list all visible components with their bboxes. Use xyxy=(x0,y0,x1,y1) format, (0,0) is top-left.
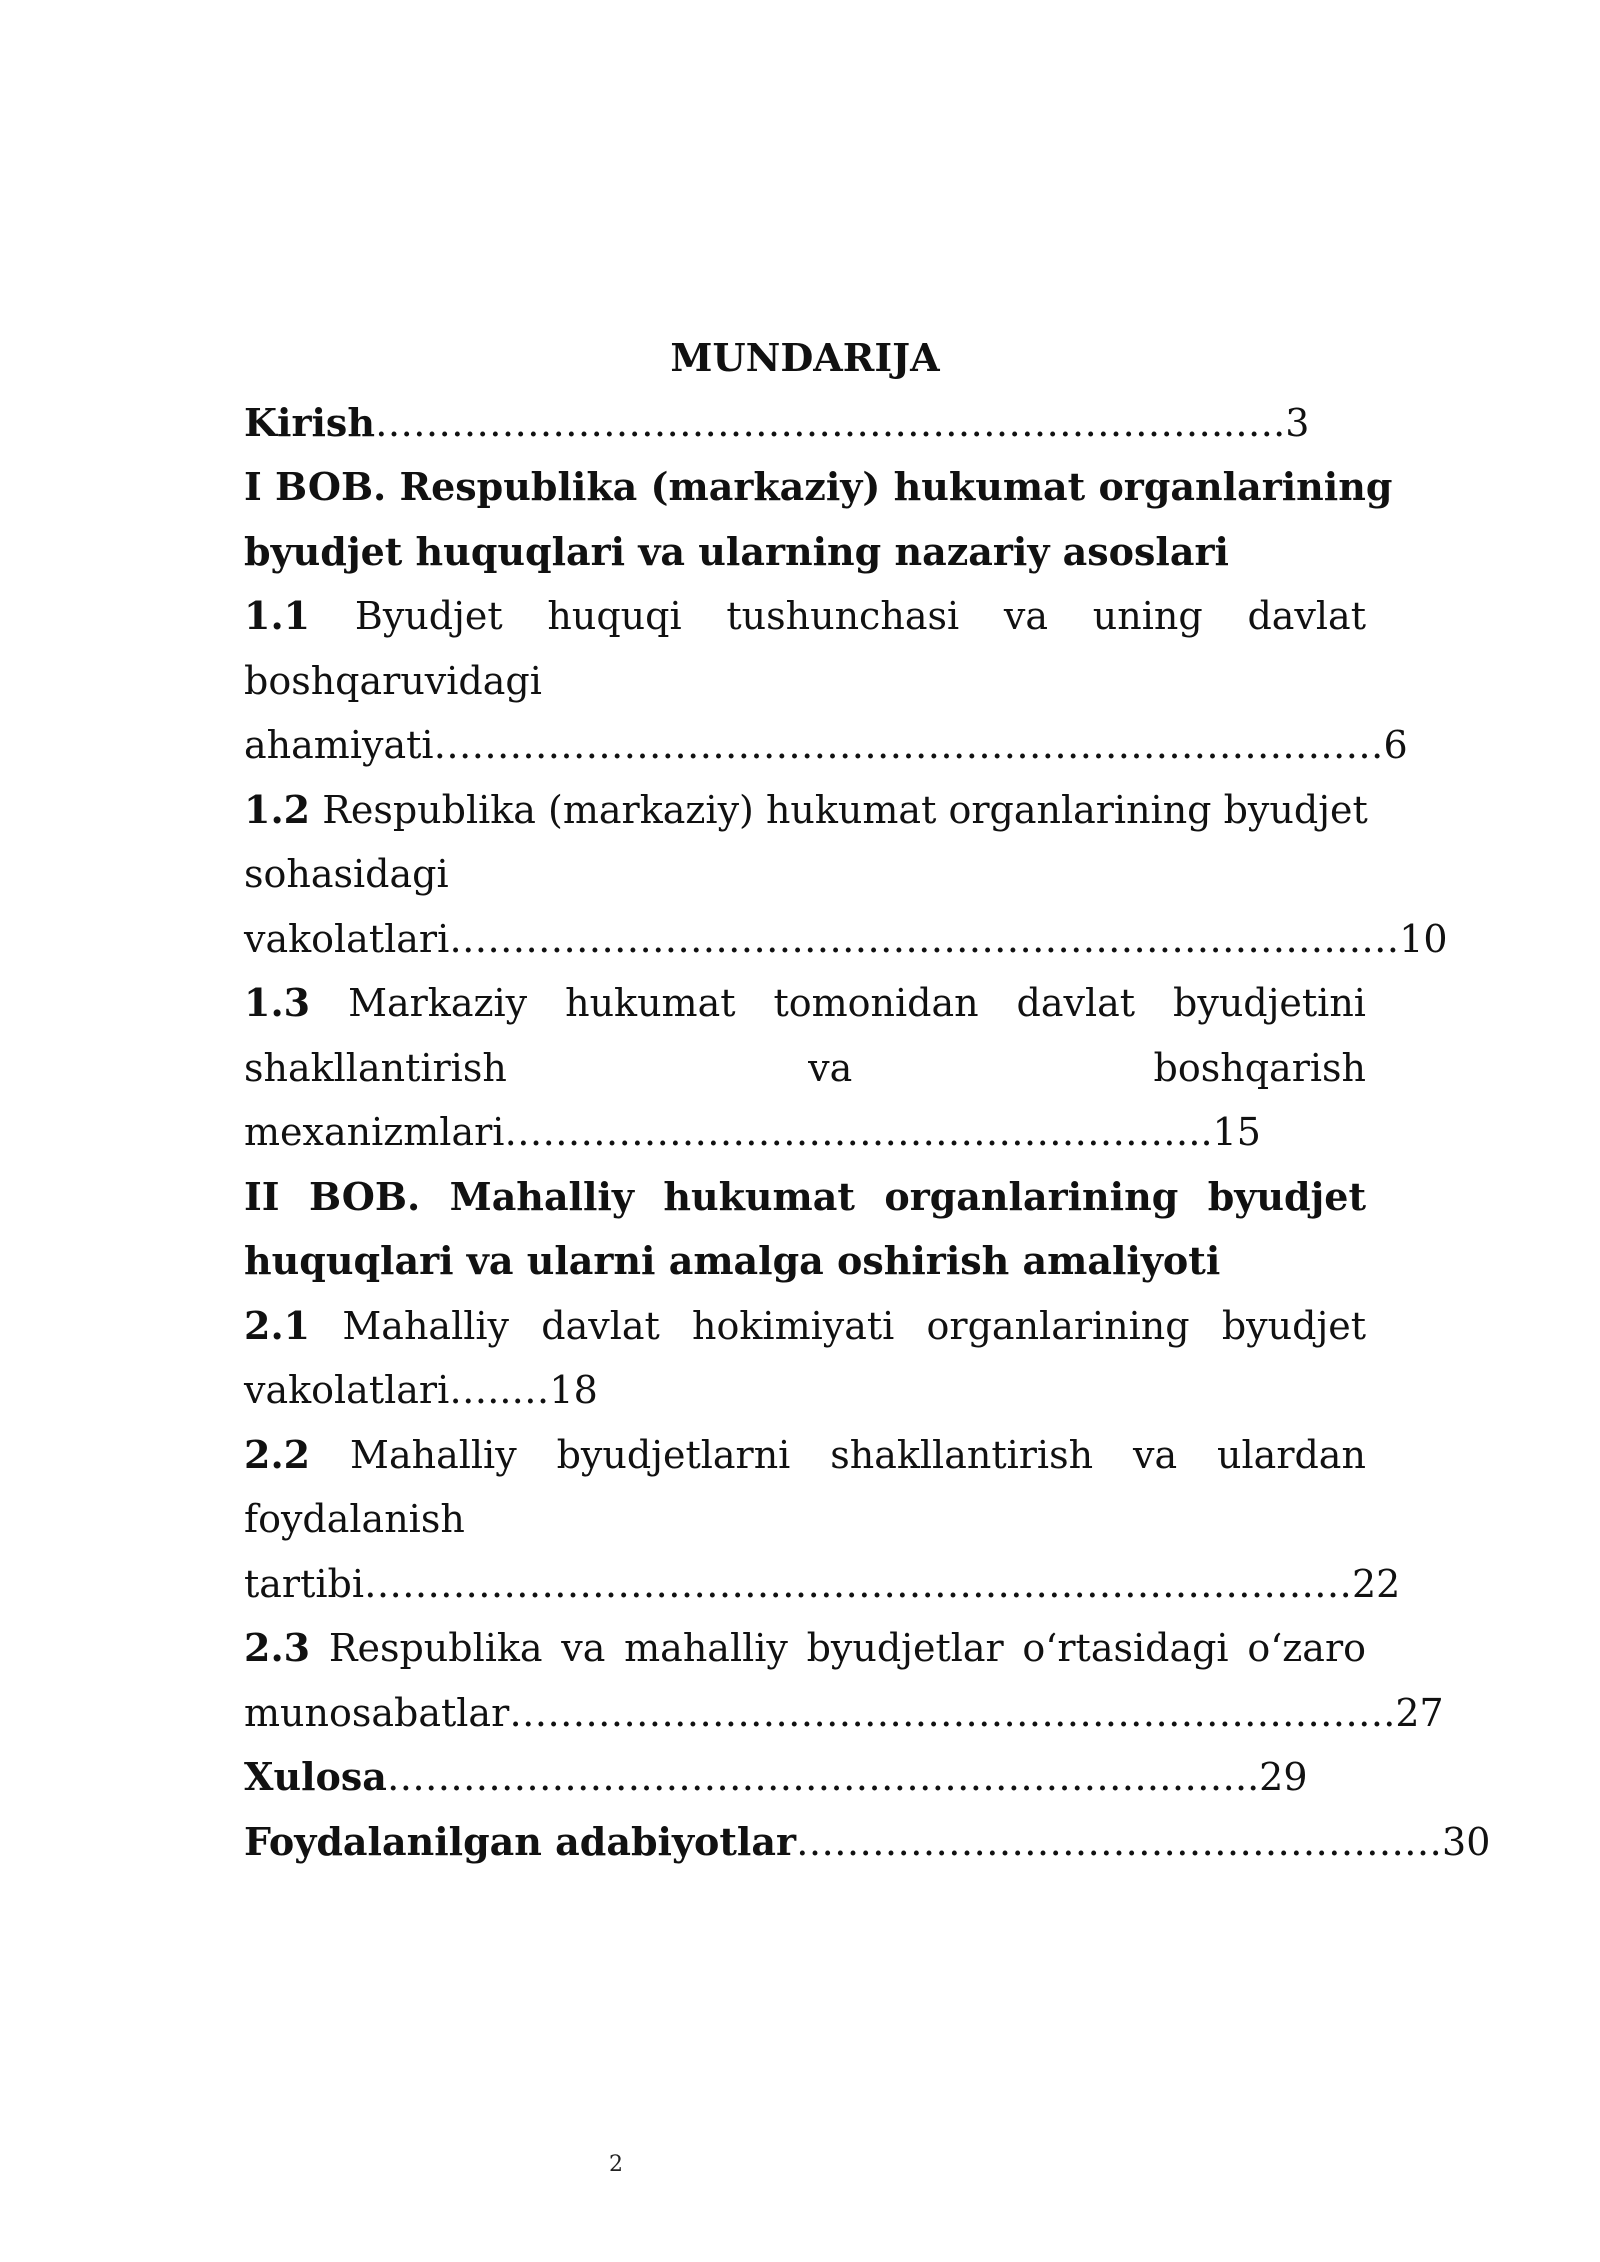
toc-leader: …..… xyxy=(449,1368,550,1412)
entry-word: huquqi xyxy=(547,594,682,638)
entry-text: tartibi xyxy=(244,1561,364,1606)
entry-word: va xyxy=(1003,594,1049,638)
toc-leader: …………………………………………………………………… xyxy=(364,1561,1352,1606)
heading-word: BOB. xyxy=(308,1173,421,1219)
toc-entry-label: Kirish xyxy=(244,399,375,445)
toc-entry-1-3-page xyxy=(244,1100,1366,1165)
toc-entry-2-2[interactable] xyxy=(244,1423,1366,1488)
toc-entry-2-1[interactable] xyxy=(244,1294,1366,1359)
entry-word: va xyxy=(561,1626,606,1670)
entry-text: munosabatlar xyxy=(244,1690,510,1735)
toc-leader: ………………………………………………………………… xyxy=(433,723,1384,767)
toc-leader: …………………………………………… xyxy=(796,1819,1443,1864)
entry-word: o‘zaro xyxy=(1247,1626,1366,1670)
toc-page-number: 18 xyxy=(549,1368,598,1412)
entry-word: uning xyxy=(1092,594,1203,638)
toc-chapter-1-heading[interactable] xyxy=(244,455,1393,520)
entry-word: tushunchasi xyxy=(726,594,960,638)
heading-word: hukumat xyxy=(663,1173,855,1219)
toc-leader: ……………………………………………………………. xyxy=(509,1690,1396,1735)
toc-entry-2-2-cont: foydalanish xyxy=(244,1497,465,1541)
toc-chapter-2-heading-cont: huquqlari va ularni amalga oshirish amaliyoti xyxy=(244,1238,1221,1283)
toc-page-number: 27 xyxy=(1395,1690,1444,1735)
toc-page-number: 29 xyxy=(1259,1755,1308,1799)
toc-page-number: 15 xyxy=(1212,1110,1261,1154)
toc-entry-2-2-page xyxy=(244,1552,1401,1617)
section-number: 1.3 xyxy=(244,980,311,1025)
entry-word: Respublika xyxy=(322,787,536,832)
entry-word: o‘rtasidagi xyxy=(1022,1626,1229,1670)
entry-text: mexanizmlari xyxy=(244,1110,505,1154)
heading-word: BOB. xyxy=(275,464,387,509)
entry-word: hukumat xyxy=(765,787,937,832)
heading-word: Mahalliy xyxy=(449,1173,634,1219)
entry-word: organlarining xyxy=(926,1303,1190,1348)
entry-word: ulardan xyxy=(1217,1432,1366,1477)
entry-word: Respublika xyxy=(328,1626,543,1670)
toc-entry-label: Foydalanilgan adabiyotlar xyxy=(244,1818,797,1864)
heading-word: II xyxy=(244,1173,280,1219)
toc-entry-1-3[interactable] xyxy=(244,971,1366,1036)
entry-word: shakllantirish xyxy=(830,1432,1094,1477)
toc-page-number: 30 xyxy=(1442,1819,1491,1864)
toc-page-number: 6 xyxy=(1383,723,1408,767)
toc-entry-conclusion[interactable] xyxy=(244,1745,1366,1810)
toc-entry-references[interactable] xyxy=(244,1810,1491,1875)
toc-leader: …………………………………………………………..…. xyxy=(374,400,1286,445)
section-number: 1.1 xyxy=(244,593,311,638)
toc-entry-1-2-cont: sohasidagi xyxy=(244,852,449,896)
entry-word: davlat xyxy=(1247,594,1366,638)
entry-word: Byudjet xyxy=(354,594,503,638)
entry-text: vakolatlari xyxy=(244,1368,450,1412)
entry-word: byudjetlarni xyxy=(556,1432,791,1477)
toc-chapter-1-heading-cont: byudjet huquqlari va ularning nazariy asoslari xyxy=(244,528,1229,574)
toc-entry-2-3[interactable] xyxy=(244,1616,1366,1681)
table-of-contents xyxy=(244,326,1491,1874)
entry-word: hukumat xyxy=(565,981,736,1025)
toc-entry-intro[interactable] xyxy=(244,391,1366,456)
toc-page-number: 10 xyxy=(1399,916,1448,961)
toc-leader: ………………………………………………………………… xyxy=(449,916,1400,961)
section-number: 1.2 xyxy=(244,786,311,832)
toc-page-number: 22 xyxy=(1352,1561,1401,1606)
entry-word: tomonidan xyxy=(773,981,979,1025)
toc-entry-1-1-page xyxy=(244,713,1408,778)
entry-text: vakolatlari xyxy=(244,916,450,961)
page-title: MUNDARIJA xyxy=(670,335,940,380)
heading-word: (markaziy) xyxy=(650,464,881,509)
entry-word: byudjetini xyxy=(1173,981,1366,1025)
toc-entry-2-1-page xyxy=(244,1358,1366,1423)
toc-page-number: 3 xyxy=(1285,400,1310,445)
heading-word: I xyxy=(244,464,262,509)
toc-entry-1-2-page xyxy=(244,907,1448,972)
heading-word: hukumat xyxy=(893,464,1086,509)
entry-word: byudjet xyxy=(1223,787,1368,832)
toc-leader: ……………………………………………….. xyxy=(504,1110,1213,1154)
entry-word: Mahalliy xyxy=(350,1432,517,1477)
heading-word: organlarining xyxy=(884,1173,1179,1219)
entry-word: hokimiyati xyxy=(692,1303,895,1348)
toc-entry-1-1-cont: boshqaruvidagi xyxy=(244,658,542,703)
entry-word: va xyxy=(808,1045,853,1090)
entry-word: shakllantirish xyxy=(244,1045,507,1090)
toc-entry-1-3-cont xyxy=(244,1036,1366,1101)
entry-text: ahamiyati xyxy=(244,723,434,767)
section-number: 2.3 xyxy=(244,1625,311,1670)
entry-word: davlat xyxy=(1016,981,1136,1025)
toc-entry-1-1[interactable] xyxy=(244,584,1366,649)
entry-word: byudjet xyxy=(1221,1303,1366,1348)
entry-word: organlarining xyxy=(948,787,1212,832)
entry-word: Mahalliy xyxy=(342,1303,509,1348)
toc-leader: …………………………………………………….…….. xyxy=(386,1755,1260,1799)
toc-entry-1-2[interactable] xyxy=(244,778,1366,843)
entry-word: va xyxy=(1132,1432,1178,1477)
heading-word: organlarining xyxy=(1098,464,1393,509)
entry-word: (markaziy) xyxy=(548,787,754,832)
entry-word: Markaziy xyxy=(348,981,528,1025)
heading-word: byudjet xyxy=(1207,1173,1367,1219)
toc-chapter-2-heading[interactable] xyxy=(244,1165,1366,1230)
entry-word: mahalliy xyxy=(624,1626,788,1670)
entry-word: davlat xyxy=(541,1303,660,1348)
page-number: 2 xyxy=(609,2152,623,2177)
entry-word: byudjetlar xyxy=(806,1626,1004,1670)
toc-entry-label: Xulosa xyxy=(244,1754,387,1799)
section-number: 2.1 xyxy=(244,1302,311,1348)
heading-word: Respublika xyxy=(399,464,638,509)
toc-entry-2-3-page xyxy=(244,1681,1444,1746)
entry-word: boshqarish xyxy=(1153,1045,1366,1090)
section-number: 2.2 xyxy=(244,1431,311,1477)
